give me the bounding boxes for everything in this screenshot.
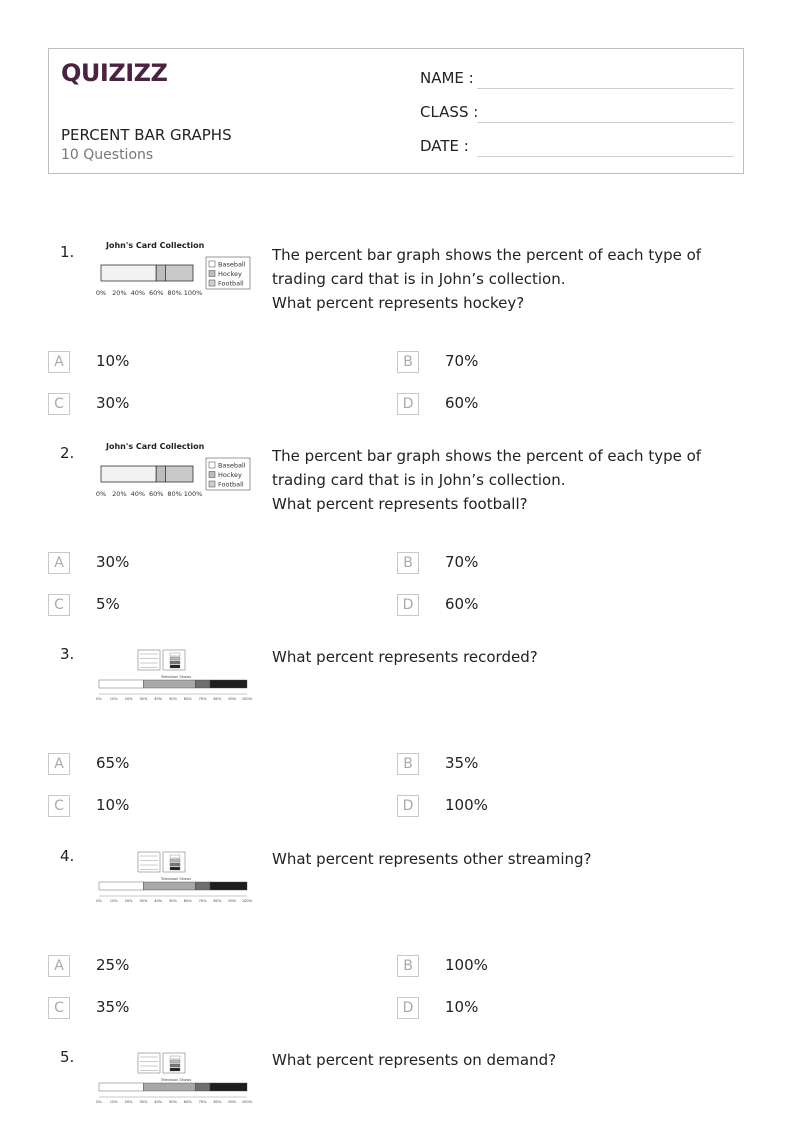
question-text-line: trading card that is in John’s collection. bbox=[272, 471, 566, 489]
legend-label: Football bbox=[218, 279, 244, 288]
legend-table bbox=[138, 650, 160, 670]
tick-label: 40% bbox=[154, 1100, 163, 1104]
option-value: 35% bbox=[96, 998, 130, 1016]
tick-label: 10% bbox=[109, 697, 118, 701]
tick-label: 80% bbox=[213, 1100, 222, 1104]
tick-label: 30% bbox=[139, 899, 148, 903]
worksheet-header bbox=[48, 48, 744, 174]
question-image bbox=[96, 843, 256, 917]
legend-swatch bbox=[209, 261, 215, 267]
tick-label: 100% bbox=[241, 697, 253, 701]
tick-label: 100% bbox=[241, 899, 253, 903]
bar-segment bbox=[99, 882, 143, 890]
legend-label: Hockey bbox=[218, 270, 242, 278]
legend-swatch bbox=[170, 863, 180, 866]
tick-label: 40% bbox=[154, 697, 163, 701]
legend-swatch bbox=[209, 271, 215, 277]
name-label: NAME : bbox=[420, 69, 474, 87]
legend-label: Football bbox=[218, 480, 244, 489]
bar-segment bbox=[165, 466, 193, 482]
question-text-line: What percent represents recorded? bbox=[272, 648, 538, 666]
legend-swatch bbox=[170, 657, 180, 660]
tick-label: 40% bbox=[154, 899, 163, 903]
option-value: 65% bbox=[96, 754, 130, 772]
option-letter-box[interactable]: D bbox=[397, 393, 419, 415]
legend-swatch bbox=[170, 859, 180, 862]
option-value: 30% bbox=[96, 394, 130, 412]
tick-label: 0% bbox=[96, 697, 102, 701]
tick-label: 50% bbox=[169, 1100, 177, 1104]
question-number: 2. bbox=[60, 444, 75, 462]
option-letter-box[interactable]: C bbox=[48, 997, 70, 1019]
option-letter-box[interactable]: B bbox=[397, 753, 419, 775]
option-value: 35% bbox=[445, 754, 479, 772]
bar-segment bbox=[156, 466, 165, 482]
tick-label: 90% bbox=[228, 697, 237, 701]
option-value: 100% bbox=[445, 796, 488, 814]
tick-label: 10% bbox=[109, 899, 118, 903]
option-letter-box[interactable]: C bbox=[48, 795, 70, 817]
option-letter-box[interactable]: D bbox=[397, 795, 419, 817]
tick-label: 80% bbox=[167, 289, 182, 297]
question-text-line: trading card that is in John’s collection. bbox=[272, 270, 566, 288]
legend-swatch bbox=[170, 1064, 180, 1067]
card-collection-chart bbox=[96, 440, 256, 514]
legend-swatch bbox=[170, 1060, 180, 1063]
legend-swatch bbox=[170, 653, 180, 656]
chart-title: Television Shows bbox=[160, 675, 192, 679]
class-field[interactable] bbox=[420, 103, 734, 127]
bar-segment bbox=[99, 680, 143, 688]
bar-segment bbox=[143, 882, 195, 890]
option-letter-box[interactable]: B bbox=[397, 351, 419, 373]
tick-label: 50% bbox=[169, 899, 177, 903]
tick-label: 80% bbox=[213, 697, 222, 701]
question-number: 4. bbox=[60, 847, 75, 865]
legend-swatch bbox=[209, 462, 215, 468]
tick-label: 60% bbox=[183, 1100, 192, 1104]
question-number: 3. bbox=[60, 645, 75, 663]
worksheet-title: PERCENT BAR GRAPHS bbox=[61, 126, 232, 144]
option-letter-box[interactable]: A bbox=[48, 753, 70, 775]
tick-label: 100% bbox=[183, 490, 203, 498]
legend-table bbox=[138, 852, 160, 872]
bar-segment bbox=[101, 466, 156, 482]
card-collection-chart bbox=[96, 239, 256, 313]
question-text bbox=[272, 444, 722, 516]
television-shows-chart bbox=[96, 843, 256, 917]
legend-label: Hockey bbox=[218, 471, 242, 479]
quizizz-logo: QUIZIZZ bbox=[61, 59, 168, 87]
option-value: 30% bbox=[96, 553, 130, 571]
question-image bbox=[96, 1044, 256, 1118]
tick-label: 70% bbox=[198, 899, 207, 903]
tick-label: 80% bbox=[167, 490, 182, 498]
legend-swatch bbox=[209, 472, 215, 478]
bar-segment bbox=[101, 265, 156, 281]
option-value: 10% bbox=[96, 352, 130, 370]
legend-table bbox=[138, 1053, 160, 1073]
tick-label: 0% bbox=[96, 289, 107, 297]
tick-label: 30% bbox=[139, 697, 148, 701]
tick-label: 50% bbox=[169, 697, 177, 701]
bar-segment bbox=[210, 1083, 247, 1091]
question-count: 10 Questions bbox=[61, 147, 154, 163]
tick-label: 80% bbox=[213, 899, 222, 903]
tick-label: 20% bbox=[124, 1100, 133, 1104]
legend-swatch bbox=[209, 280, 215, 286]
tick-label: 40% bbox=[130, 289, 146, 297]
bar-segment bbox=[210, 882, 247, 890]
option-value: 70% bbox=[445, 553, 479, 571]
legend-swatch bbox=[170, 1056, 180, 1059]
tick-label: 60% bbox=[148, 289, 164, 297]
bar-segment bbox=[99, 1083, 143, 1091]
tick-label: 100% bbox=[241, 1100, 253, 1104]
question-number: 1. bbox=[60, 243, 75, 261]
question-number: 5. bbox=[60, 1048, 75, 1066]
tick-label: 20% bbox=[124, 697, 133, 701]
option-value: 70% bbox=[445, 352, 479, 370]
tick-label: 0% bbox=[96, 1100, 102, 1104]
name-line[interactable] bbox=[477, 88, 734, 89]
legend-swatch bbox=[170, 661, 180, 664]
option-value: 60% bbox=[445, 394, 479, 412]
option-letter-box[interactable]: A bbox=[48, 955, 70, 977]
legend-label: Baseball bbox=[218, 260, 246, 269]
question-text-line: The percent bar graph shows the percent of each type of bbox=[272, 447, 702, 465]
chart-title: John's Card Collection bbox=[106, 241, 205, 250]
tick-label: 0% bbox=[96, 490, 107, 498]
question-text-line: What percent represents hockey? bbox=[272, 294, 525, 312]
bar-segment bbox=[210, 680, 247, 688]
question-text bbox=[272, 243, 722, 315]
tick-label: 70% bbox=[198, 697, 207, 701]
question-text bbox=[272, 645, 722, 669]
option-letter-box[interactable]: D bbox=[397, 997, 419, 1019]
chart-title: John's Card Collection bbox=[106, 442, 205, 451]
bar-segment bbox=[143, 1083, 195, 1091]
class-line[interactable] bbox=[477, 122, 734, 123]
bar-segment bbox=[156, 265, 165, 281]
question-text-line: What percent represents on demand? bbox=[272, 1051, 557, 1069]
chart-title: Television Shows bbox=[160, 877, 192, 881]
legend-swatch bbox=[170, 665, 180, 668]
question-text bbox=[272, 847, 722, 871]
television-shows-chart bbox=[96, 1044, 256, 1118]
option-letter-box[interactable]: B bbox=[397, 955, 419, 977]
tick-label: 60% bbox=[183, 697, 192, 701]
option-letter-box[interactable]: C bbox=[48, 594, 70, 616]
option-value: 100% bbox=[445, 956, 488, 974]
legend-swatch bbox=[170, 1068, 180, 1071]
tick-label: 60% bbox=[148, 490, 164, 498]
question-text-line: What percent represents other streaming? bbox=[272, 850, 592, 868]
tick-label: 20% bbox=[112, 289, 127, 297]
option-value: 10% bbox=[96, 796, 130, 814]
option-letter-box[interactable]: C bbox=[48, 393, 70, 415]
television-shows-chart bbox=[96, 641, 256, 715]
option-value: 5% bbox=[96, 595, 120, 613]
bar-segment bbox=[195, 882, 210, 890]
question-image bbox=[96, 440, 256, 514]
option-value: 10% bbox=[445, 998, 479, 1016]
bar-segment bbox=[195, 1083, 210, 1091]
tick-label: 40% bbox=[130, 490, 146, 498]
class-label: CLASS : bbox=[420, 103, 479, 121]
chart-title: Television Shows bbox=[160, 1078, 192, 1082]
bar-segment bbox=[165, 265, 193, 281]
legend-swatch bbox=[170, 855, 180, 858]
legend-label: Baseball bbox=[218, 461, 246, 470]
tick-label: 60% bbox=[183, 899, 192, 903]
tick-label: 30% bbox=[139, 1100, 148, 1104]
tick-label: 10% bbox=[109, 1100, 118, 1104]
tick-label: 70% bbox=[198, 1100, 207, 1104]
option-value: 25% bbox=[96, 956, 130, 974]
question-text-line: The percent bar graph shows the percent of each type of bbox=[272, 246, 702, 264]
bar-segment bbox=[143, 680, 195, 688]
question-image bbox=[96, 239, 256, 313]
option-value: 60% bbox=[445, 595, 479, 613]
tick-label: 90% bbox=[228, 899, 237, 903]
question-text-line: What percent represents football? bbox=[272, 495, 528, 513]
date-label: DATE : bbox=[420, 137, 469, 155]
option-letter-box[interactable]: D bbox=[397, 594, 419, 616]
bar-segment bbox=[195, 680, 210, 688]
name-field[interactable] bbox=[420, 69, 734, 93]
legend-swatch bbox=[209, 481, 215, 487]
option-letter-box[interactable]: A bbox=[48, 552, 70, 574]
legend-swatch bbox=[170, 867, 180, 870]
date-field[interactable] bbox=[420, 137, 734, 161]
question-text bbox=[272, 1048, 722, 1072]
tick-label: 0% bbox=[96, 899, 102, 903]
tick-label: 20% bbox=[112, 490, 127, 498]
option-letter-box[interactable]: A bbox=[48, 351, 70, 373]
question-image bbox=[96, 641, 256, 715]
date-line[interactable] bbox=[477, 156, 734, 157]
tick-label: 90% bbox=[228, 1100, 237, 1104]
tick-label: 100% bbox=[183, 289, 203, 297]
option-letter-box[interactable]: B bbox=[397, 552, 419, 574]
tick-label: 20% bbox=[124, 899, 133, 903]
